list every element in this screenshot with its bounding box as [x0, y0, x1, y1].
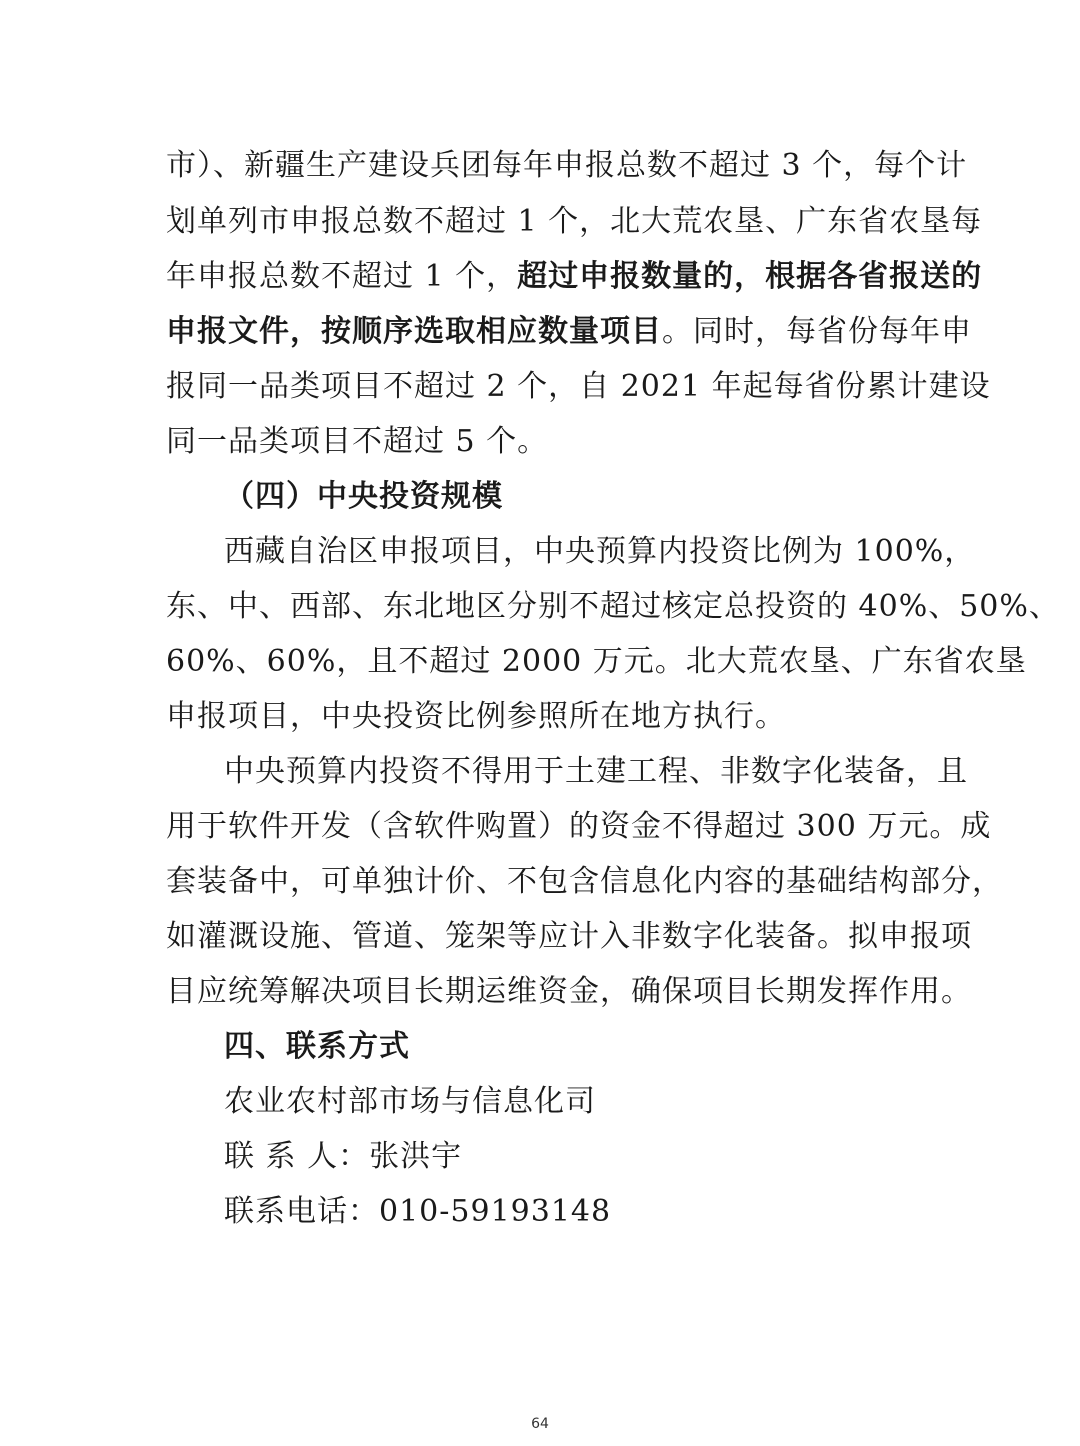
paragraph-3-line-1: 中央预算内投资不得用于土建工程、非数字化装备，且: [224, 754, 968, 789]
paragraph-3-line-2: 用于软件开发（含软件购置）的资金不得超过 300 万元。成: [166, 809, 992, 844]
paragraph-1-line-3: [166, 259, 983, 295]
paragraph-1-line-4-bold: 申报文件，按顺序选取相应数量项目: [166, 314, 662, 349]
paragraph-1-line-3-normal: 年申报总数不超过 1 个，: [166, 259, 518, 294]
contact-phone: 联系电话：010-59193148: [224, 1194, 612, 1229]
paragraph-3-line-5: 目应统筹解决项目长期运维资金，确保项目长期发挥作用。: [166, 974, 972, 1009]
paragraph-1-line-3-bold: 超过申报数量的，根据各省报送的: [517, 259, 983, 294]
paragraph-1-line-4: [166, 314, 972, 350]
paragraph-1-line-1: 市）、新疆生产建设兵团每年申报总数不超过 3 个，每个计: [166, 148, 968, 183]
heading-central-investment-scale: （四）中央投资规模: [224, 479, 503, 514]
contact-person: 联 系 人：张洪宇: [224, 1139, 463, 1174]
paragraph-1-line-2: 划单列市申报总数不超过 1 个，北大荒农垦、广东省农垦每: [166, 204, 983, 239]
paragraph-2-line-1: 西藏自治区申报项目，中央预算内投资比例为 100%，: [224, 534, 976, 569]
paragraph-2-line-3: 60%、60%，且不超过 2000 万元。北大荒农垦、广东省农垦: [166, 644, 1027, 679]
paragraph-2-line-4: 申报项目，中央投资比例参照所在地方执行。: [166, 699, 786, 734]
paragraph-1-line-4-normal: 。同时，每省份每年申: [662, 314, 972, 349]
page-number: 64: [531, 1416, 549, 1432]
heading-contact-info: 四、联系方式: [224, 1029, 410, 1064]
paragraph-3-line-4: 如灌溉设施、管道、笼架等应计入非数字化装备。拟申报项: [166, 919, 972, 954]
paragraph-1-line-5: 报同一品类项目不超过 2 个，自 2021 年起每省份累计建设: [166, 369, 991, 404]
paragraph-1-line-6: 同一品类项目不超过 5 个。: [166, 424, 549, 459]
paragraph-2-line-2: 东、中、西部、东北地区分别不超过核定总投资的 40%、50%、: [166, 589, 1060, 624]
contact-department: 农业农村部市场与信息化司: [224, 1084, 596, 1119]
paragraph-3-line-3: 套装备中，可单独计价、不包含信息化内容的基础结构部分，: [166, 864, 1003, 899]
